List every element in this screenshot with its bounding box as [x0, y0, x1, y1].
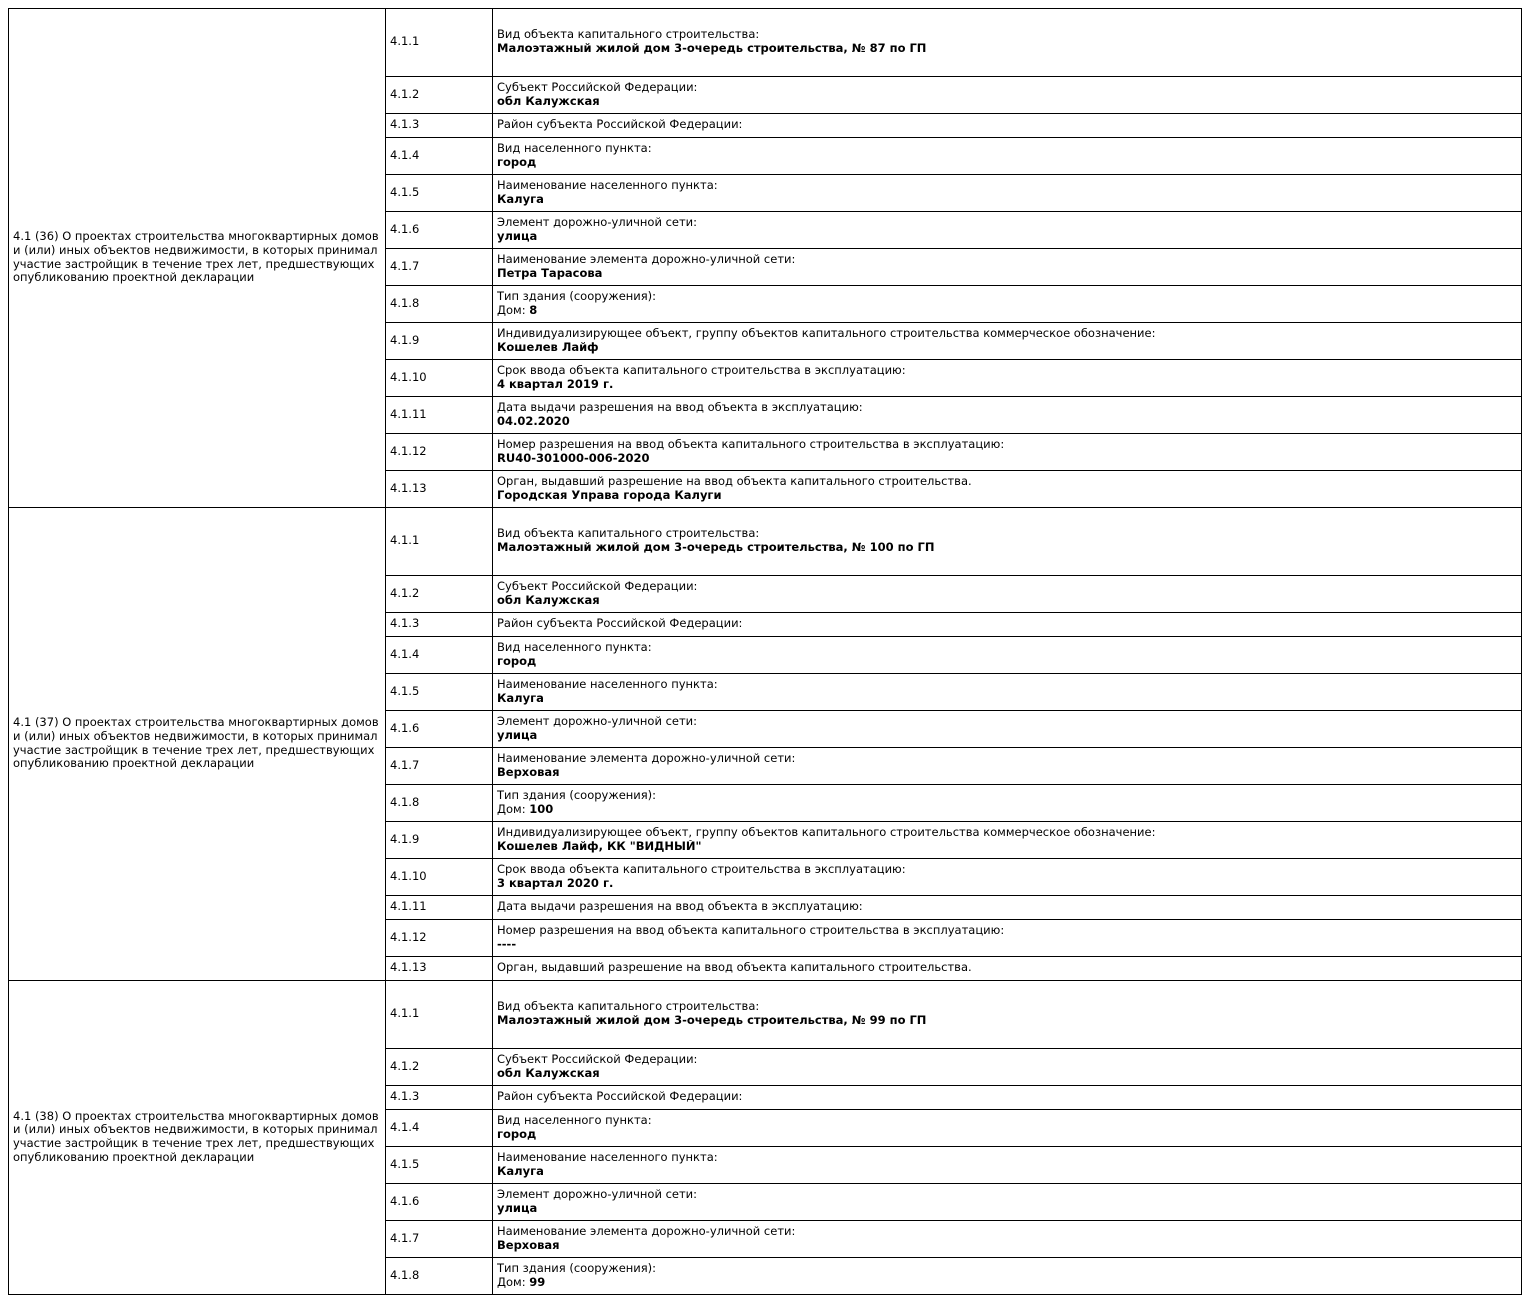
field-value: Калуга — [497, 1164, 544, 1178]
field-code: 4.1.5 — [386, 1147, 493, 1184]
field-value: город — [497, 155, 537, 169]
field-code: 4.1.5 — [386, 175, 493, 212]
field-label: Вид объекта капитального строительства: — [497, 28, 760, 42]
field-value — [497, 304, 1517, 318]
field-label: Наименование населенного пункта: — [497, 1150, 718, 1164]
field-label: Субъект Российской Федерации: — [497, 579, 698, 593]
field-code: 4.1.8 — [386, 1258, 493, 1295]
field-code: 4.1.7 — [386, 249, 493, 286]
field-label: Срок ввода объекта капитального строительства в эксплуатацию: — [497, 363, 906, 377]
table-row — [9, 9, 1522, 77]
field-code: 4.1.8 — [386, 785, 493, 822]
field-code: 4.1.10 — [386, 360, 493, 397]
field-code: 4.1.9 — [386, 323, 493, 360]
field-value: 04.02.2020 — [497, 414, 570, 428]
field-label: Орган, выдавший разрешение на ввод объекта капитального строительства. — [497, 474, 972, 488]
field-code: 4.1.7 — [386, 1221, 493, 1258]
field-code: 4.1.3 — [386, 114, 493, 138]
field-code: 4.1.8 — [386, 286, 493, 323]
field-value: Малоэтажный жилой дом 3-очередь строительства, № 87 по ГП — [497, 42, 927, 55]
field-value: улица — [497, 728, 538, 742]
field-value-building-type — [493, 785, 1522, 822]
field-value: Верховая — [497, 765, 560, 779]
field-value-object-type — [493, 9, 1522, 77]
section-header-cell — [9, 981, 386, 1295]
field-label: Индивидуализирующее объект, группу объектов капитального строительства коммерческое обозначение: — [497, 326, 1156, 340]
field-value: RU40-301000-006-2020 — [497, 451, 650, 465]
field-label: Субъект Российской Федерации: — [497, 80, 698, 94]
field-label: Район субъекта Российской Федерации: — [497, 118, 743, 132]
field-code: 4.1.2 — [386, 77, 493, 114]
field-label: Тип здания (сооружения): — [497, 788, 657, 802]
field-value-commercial-name — [493, 822, 1522, 859]
field-value-commercial-name — [493, 323, 1522, 360]
field-code: 4.1.6 — [386, 212, 493, 249]
field-code: 4.1.11 — [386, 896, 493, 920]
field-value-object-type — [493, 981, 1522, 1049]
field-value-permit-authority — [493, 471, 1522, 508]
field-value-street-name — [493, 249, 1522, 286]
field-value: Городская Управа города Калуги — [497, 488, 722, 502]
section-header-text: 4.1 (36) О проектах строительства многоквартирных домов и (или) иных объектов недвижимости, в которых принимал участие застройщик в течение трех лет, предшествующих опубликованию проектной декларации — [13, 229, 379, 285]
field-code: 4.1.10 — [386, 859, 493, 896]
field-value: Калуга — [497, 192, 544, 206]
field-value: Петра Тарасова — [497, 266, 603, 280]
field-label: Тип здания (сооружения): — [497, 1261, 657, 1275]
field-label: Вид объекта капитального строительства: — [497, 1000, 760, 1014]
section-header-text: 4.1 (38) О проектах строительства многоквартирных домов и (или) иных объектов недвижимости, в которых принимал участие застройщик в течение трех лет, предшествующих опубликованию проектной декларации — [13, 1108, 379, 1164]
field-value: город — [497, 1127, 537, 1141]
field-value-number: 99 — [529, 1275, 546, 1289]
field-value — [497, 803, 1517, 817]
field-label: Вид населенного пункта: — [497, 1113, 652, 1127]
field-value: обл Калужская — [497, 94, 600, 108]
field-value: Кошелев Лайф, КК "ВИДНЫЙ" — [497, 839, 702, 853]
field-value: обл Калужская — [497, 593, 600, 607]
field-value: город — [497, 654, 537, 668]
field-value-building-type — [493, 1258, 1522, 1295]
field-label: Орган, выдавший разрешение на ввод объекта капитального строительства. — [497, 961, 972, 975]
field-value: 3 квартал 2020 г. — [497, 876, 614, 890]
section-header-text: 4.1 (37) О проектах строительства многоквартирных домов и (или) иных объектов недвижимости, в которых принимал участие застройщик в течение трех лет, предшествующих опубликованию проектной декларации — [13, 715, 379, 771]
field-value-street-element — [493, 711, 1522, 748]
dom-prefix: Дом: — [497, 303, 526, 317]
field-value: Кошелев Лайф — [497, 340, 599, 354]
field-value — [497, 1276, 1517, 1290]
field-code: 4.1.4 — [386, 637, 493, 674]
field-label: Индивидуализирующее объект, группу объектов капитального строительства коммерческое обозначение: — [497, 825, 1156, 839]
dom-prefix: Дом: — [497, 1275, 526, 1289]
field-code: 4.1.11 — [386, 397, 493, 434]
field-code: 4.1.3 — [386, 1086, 493, 1110]
field-value: Малоэтажный жилой дом 3-очередь строительства, № 100 по ГП — [497, 541, 935, 554]
field-value-number: 8 — [529, 303, 538, 317]
field-label: Вид населенного пункта: — [497, 640, 652, 654]
table-row — [9, 508, 1522, 576]
field-code: 4.1.6 — [386, 711, 493, 748]
field-value-street-name — [493, 748, 1522, 785]
field-label: Субъект Российской Федерации: — [497, 1052, 698, 1066]
field-code: 4.1.4 — [386, 138, 493, 175]
field-value-permit-number — [493, 434, 1522, 471]
field-label: Наименование элемента дорожно-уличной сети: — [497, 751, 796, 765]
field-label: Наименование элемента дорожно-уличной сети: — [497, 1224, 796, 1238]
field-code: 4.1.3 — [386, 613, 493, 637]
table-row — [9, 981, 1522, 1049]
field-code: 4.1.2 — [386, 1049, 493, 1086]
field-value-settlement-type — [493, 138, 1522, 175]
field-label: Район субъекта Российской Федерации: — [497, 617, 743, 631]
field-label: Дата выдачи разрешения на ввод объекта в эксплуатацию: — [497, 400, 863, 414]
field-value-permit-number — [493, 920, 1522, 957]
field-value-building-type — [493, 286, 1522, 323]
section-header-cell — [9, 508, 386, 981]
field-value-region — [493, 77, 1522, 114]
field-value-number: 100 — [529, 802, 554, 816]
field-code: 4.1.6 — [386, 1184, 493, 1221]
field-value: обл Калужская — [497, 1066, 600, 1080]
field-code: 4.1.12 — [386, 920, 493, 957]
field-value: Малоэтажный жилой дом 3-очередь строительства, № 99 по ГП — [497, 1014, 927, 1027]
field-value-permit-date — [493, 397, 1522, 434]
field-value-permit-authority — [493, 957, 1522, 981]
field-value-settlement-name — [493, 175, 1522, 212]
section-header-cell — [9, 9, 386, 508]
field-label: Тип здания (сооружения): — [497, 289, 657, 303]
field-value-settlement-name — [493, 674, 1522, 711]
field-code: 4.1.1 — [386, 9, 493, 77]
field-label: Вид населенного пункта: — [497, 141, 652, 155]
field-code: 4.1.2 — [386, 576, 493, 613]
field-code: 4.1.13 — [386, 471, 493, 508]
field-value: ---- — [497, 937, 517, 951]
field-value: Калуга — [497, 691, 544, 705]
field-label: Наименование элемента дорожно-уличной сети: — [497, 252, 796, 266]
field-value: улица — [497, 1201, 538, 1215]
field-label: Номер разрешения на ввод объекта капитального строительства в эксплуатацию: — [497, 437, 1005, 451]
field-label: Элемент дорожно-уличной сети: — [497, 714, 698, 728]
field-value: Верховая — [497, 1238, 560, 1252]
field-code: 4.1.5 — [386, 674, 493, 711]
dom-prefix: Дом: — [497, 802, 526, 816]
field-label: Наименование населенного пункта: — [497, 178, 718, 192]
field-code: 4.1.1 — [386, 508, 493, 576]
field-value-district — [493, 114, 1522, 138]
field-value-commissioning-term — [493, 859, 1522, 896]
field-value-district — [493, 1086, 1522, 1110]
field-code: 4.1.1 — [386, 981, 493, 1049]
field-code: 4.1.9 — [386, 822, 493, 859]
field-label: Дата выдачи разрешения на ввод объекта в эксплуатацию: — [497, 900, 863, 914]
field-value-street-element — [493, 212, 1522, 249]
field-code: 4.1.13 — [386, 957, 493, 981]
field-value-commissioning-term — [493, 360, 1522, 397]
field-value-object-type — [493, 508, 1522, 576]
field-label: Вид объекта капитального строительства: — [497, 527, 760, 541]
field-value-settlement-name — [493, 1147, 1522, 1184]
field-value-settlement-type — [493, 637, 1522, 674]
field-value: улица — [497, 229, 538, 243]
field-value: 4 квартал 2019 г. — [497, 377, 614, 391]
field-value-permit-date — [493, 896, 1522, 920]
field-label: Наименование населенного пункта: — [497, 677, 718, 691]
field-code: 4.1.7 — [386, 748, 493, 785]
field-label: Элемент дорожно-уличной сети: — [497, 215, 698, 229]
field-value-district — [493, 613, 1522, 637]
field-label: Элемент дорожно-уличной сети: — [497, 1187, 698, 1201]
field-label: Срок ввода объекта капитального строительства в эксплуатацию: — [497, 862, 906, 876]
field-code: 4.1.12 — [386, 434, 493, 471]
field-value-street-element — [493, 1184, 1522, 1221]
field-label: Район субъекта Российской Федерации: — [497, 1090, 743, 1104]
field-value-street-name — [493, 1221, 1522, 1258]
field-code: 4.1.4 — [386, 1110, 493, 1147]
project-declaration-table — [8, 8, 1522, 1295]
field-value-settlement-type — [493, 1110, 1522, 1147]
field-value-region — [493, 576, 1522, 613]
field-label: Номер разрешения на ввод объекта капитального строительства в эксплуатацию: — [497, 923, 1005, 937]
